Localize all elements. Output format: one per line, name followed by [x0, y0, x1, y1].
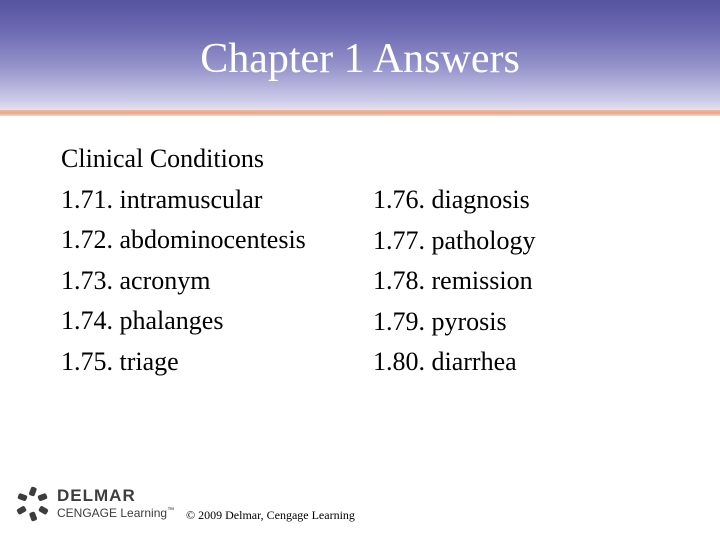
answer-item: 1.78. remission	[373, 266, 533, 296]
logo-publisher-text	[57, 506, 174, 520]
left-answer-column	[61, 139, 306, 383]
slide-title: Chapter 1 Answers	[200, 36, 520, 82]
logo-trademark-mark: ™	[167, 507, 175, 514]
copyright-notice: © 2009 Delmar, Cengage Learning	[186, 508, 355, 522]
banner-accent-line	[0, 110, 720, 116]
answer-item: 1.77. pathology	[373, 225, 536, 255]
delmar-cengage-logo	[16, 486, 176, 526]
answer-item: 1.76. diagnosis	[373, 185, 530, 214]
answer-item: 1.71. intramuscular	[61, 184, 263, 214]
answer-item: 1.73. acronym	[61, 265, 211, 295]
answer-item: 1.75. triage	[61, 346, 179, 376]
answer-item: 1.74. phalanges	[61, 306, 224, 336]
right-answer-column	[373, 180, 536, 383]
section-heading: Clinical Conditions	[61, 144, 264, 173]
logo-brand-text: DELMAR	[57, 486, 136, 505]
logo-pinwheel-icon	[16, 486, 50, 522]
answer-item: 1.72. abdominocentesis	[61, 225, 306, 255]
logo-publisher-name: CENGAGE Learning	[57, 506, 168, 520]
answer-item: 1.79. pyrosis	[373, 306, 507, 336]
answer-item: 1.80. diarrhea	[373, 347, 517, 377]
